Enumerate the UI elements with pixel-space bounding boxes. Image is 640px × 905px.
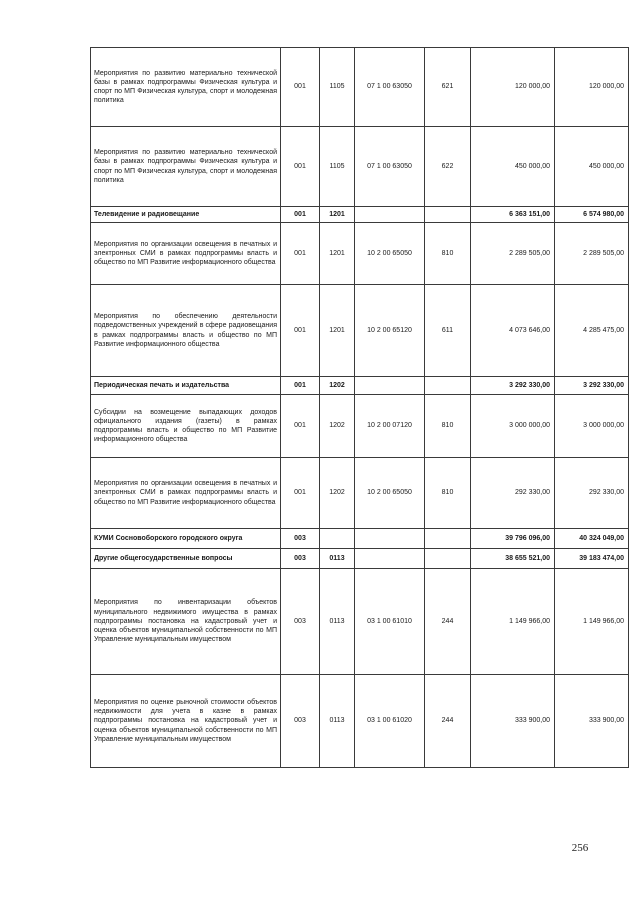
- row-rz: 1202: [320, 377, 355, 395]
- row-sum2: 39 183 474,00: [555, 549, 629, 569]
- row-name: КУМИ Сосновоборского городского округа: [91, 529, 281, 549]
- row-ved: 001: [281, 458, 320, 529]
- row-ved: 001: [281, 395, 320, 458]
- row-sum1: 333 900,00: [471, 675, 555, 768]
- row-sum2: 40 324 049,00: [555, 529, 629, 549]
- row-vr: 611: [425, 285, 471, 377]
- row-vr: 622: [425, 127, 471, 207]
- row-csr: 10 2 00 65050: [355, 458, 425, 529]
- row-ved: 001: [281, 285, 320, 377]
- row-name: Другие общегосударственные вопросы: [91, 549, 281, 569]
- row-name: Периодическая печать и издательства: [91, 377, 281, 395]
- row-sum1: 3 000 000,00: [471, 395, 555, 458]
- row-sum1: 120 000,00: [471, 48, 555, 127]
- table-row: [91, 377, 629, 395]
- row-rz: 0113: [320, 549, 355, 569]
- table-row: [91, 569, 629, 675]
- row-sum1: 6 363 151,00: [471, 207, 555, 223]
- row-rz: 0113: [320, 675, 355, 768]
- row-ved: 003: [281, 569, 320, 675]
- page-number: 256: [571, 842, 589, 854]
- row-name: Мероприятия по оценке рыночной стоимости объектов недвижимости для учета в казне в рамках подпрограммы постановка на кадастровый учет и оценка объектов муниципальной собственности по МП Управление муниципальным имуществом: [91, 675, 281, 768]
- row-name: Мероприятия по развитию материально технической базы в рамках подпрограммы Физическая культура и спорт по МП Физическая культура, спорт и молодежная политика: [91, 127, 281, 207]
- row-sum1: 3 292 330,00: [471, 377, 555, 395]
- row-sum1: 4 073 646,00: [471, 285, 555, 377]
- row-sum2: 292 330,00: [555, 458, 629, 529]
- table-row: [91, 458, 629, 529]
- row-vr: 621: [425, 48, 471, 127]
- table-row: [91, 285, 629, 377]
- row-vr: 810: [425, 223, 471, 285]
- row-vr: 810: [425, 458, 471, 529]
- row-sum1: 292 330,00: [471, 458, 555, 529]
- row-ved: 003: [281, 529, 320, 549]
- row-vr: 244: [425, 569, 471, 675]
- row-name: Мероприятия по развитию материально технической базы в рамках подпрограммы Физическая культура и спорт по МП Физическая культура, спорт и молодежная политика: [91, 48, 281, 127]
- row-csr: 10 2 00 65050: [355, 223, 425, 285]
- row-csr: [355, 549, 425, 569]
- row-csr: 07 1 00 63050: [355, 48, 425, 127]
- row-csr: 03 1 00 61010: [355, 569, 425, 675]
- row-ved: 001: [281, 377, 320, 395]
- table-row: [91, 48, 629, 127]
- row-vr: 810: [425, 395, 471, 458]
- row-name: Субсидии на возмещение выпадающих доходов официального издания (газеты) в рамках подпрограммы власть и общество по МП Развитие информационного общества: [91, 395, 281, 458]
- row-sum2: 6 574 980,00: [555, 207, 629, 223]
- row-ved: 001: [281, 207, 320, 223]
- budget-table: [90, 47, 629, 768]
- row-csr: [355, 377, 425, 395]
- row-rz: 1201: [320, 207, 355, 223]
- table-row: [91, 395, 629, 458]
- row-sum1: 2 289 505,00: [471, 223, 555, 285]
- row-sum2: 120 000,00: [555, 48, 629, 127]
- row-name: Телевидение и радиовещание: [91, 207, 281, 223]
- row-sum1: 1 149 966,00: [471, 569, 555, 675]
- row-name: Мероприятия по организации освещения в печатных и электронных СМИ в рамках подпрограммы власть и общество по МП Развитие информационного общества: [91, 458, 281, 529]
- table-row: [91, 675, 629, 768]
- row-vr: 244: [425, 675, 471, 768]
- row-rz: 1201: [320, 285, 355, 377]
- row-sum2: 4 285 475,00: [555, 285, 629, 377]
- table-body: [91, 48, 629, 768]
- row-name: Мероприятия по организации освещения в печатных и электронных СМИ в рамках подпрограммы власть и общество по МП Развитие информационного общества: [91, 223, 281, 285]
- row-sum2: 333 900,00: [555, 675, 629, 768]
- row-vr: [425, 549, 471, 569]
- row-ved: 001: [281, 223, 320, 285]
- row-rz: 1105: [320, 48, 355, 127]
- row-rz: 1201: [320, 223, 355, 285]
- row-csr: 03 1 00 61020: [355, 675, 425, 768]
- row-rz: [320, 529, 355, 549]
- table-row: [91, 127, 629, 207]
- table-row: [91, 207, 629, 223]
- row-sum1: 38 655 521,00: [471, 549, 555, 569]
- row-sum1: 450 000,00: [471, 127, 555, 207]
- row-sum2: 1 149 966,00: [555, 569, 629, 675]
- row-sum2: 3 000 000,00: [555, 395, 629, 458]
- row-ved: 003: [281, 675, 320, 768]
- row-csr: 10 2 00 07120: [355, 395, 425, 458]
- row-ved: 001: [281, 127, 320, 207]
- row-vr: [425, 529, 471, 549]
- row-sum2: 2 289 505,00: [555, 223, 629, 285]
- table-row: [91, 529, 629, 549]
- row-rz: 1105: [320, 127, 355, 207]
- row-sum2: 450 000,00: [555, 127, 629, 207]
- row-vr: [425, 207, 471, 223]
- row-rz: 1202: [320, 395, 355, 458]
- row-sum2: 3 292 330,00: [555, 377, 629, 395]
- table-row: [91, 223, 629, 285]
- row-ved: 001: [281, 48, 320, 127]
- row-rz: 1202: [320, 458, 355, 529]
- row-csr: 07 1 00 63050: [355, 127, 425, 207]
- row-name: Мероприятия по обеспечению деятельности подведомственных учреждений в сфере радиовещания в рамках подпрограммы власть и общество по МП Развитие информационного общества: [91, 285, 281, 377]
- row-sum1: 39 796 096,00: [471, 529, 555, 549]
- row-ved: 003: [281, 549, 320, 569]
- row-vr: [425, 377, 471, 395]
- table-row: [91, 549, 629, 569]
- row-csr: 10 2 00 65120: [355, 285, 425, 377]
- row-rz: 0113: [320, 569, 355, 675]
- row-csr: [355, 529, 425, 549]
- row-csr: [355, 207, 425, 223]
- row-name: Мероприятия по инвентаризации объектов муниципального недвижимого имущества в рамках подпрограммы постановка на кадастровый учет и оценка объектов муниципальной собственности по МП Управление муниципальным имуществом: [91, 569, 281, 675]
